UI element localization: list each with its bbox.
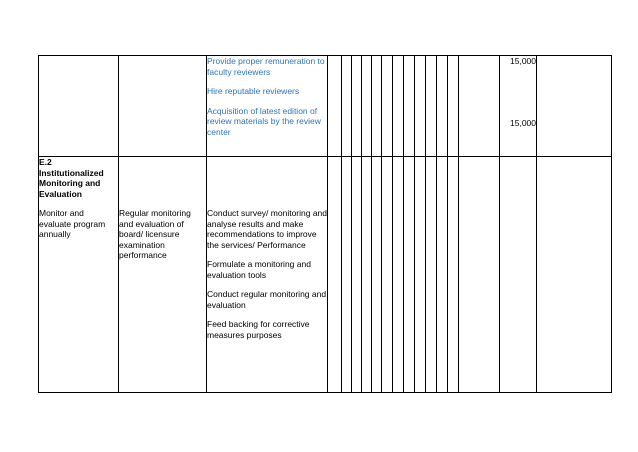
timeline-cell xyxy=(415,56,426,157)
activity-text: Conduct survey/ monitoring and analyse results and make recommendations to improve the services/ Performance xyxy=(207,208,328,250)
timeline-cell xyxy=(372,157,382,393)
timeline-cell xyxy=(328,157,342,393)
indicator-cell xyxy=(119,157,207,393)
timeline-cell xyxy=(448,56,459,157)
timeline-cell xyxy=(372,56,382,157)
activity-text: Formulate a monitoring and evaluation tools xyxy=(207,259,311,280)
table-row xyxy=(39,157,612,393)
responsible-cell xyxy=(459,157,500,393)
strategies-cell xyxy=(207,56,328,157)
responsible-cell xyxy=(459,56,500,157)
timeline-cell xyxy=(448,157,459,393)
remarks-cell xyxy=(537,56,612,157)
timeline-cell xyxy=(362,157,372,393)
budget-amount: 15,000 xyxy=(510,117,536,128)
timeline-cell xyxy=(342,157,352,393)
table-row xyxy=(39,56,612,157)
budget-cell xyxy=(500,157,537,393)
budget-cell xyxy=(500,56,537,157)
timeline-cell xyxy=(437,56,448,157)
indicator-text: Regular monitoring and evaluation of board/ licensure examination performance xyxy=(119,208,191,260)
timeline-cell xyxy=(404,56,415,157)
operational-plan-table xyxy=(38,55,612,393)
activity-text: Conduct regular monitoring and evaluation xyxy=(207,289,327,310)
timeline-cell xyxy=(382,56,393,157)
activity-text: Feed backing for corrective measures purposes xyxy=(207,319,310,340)
strategy-text: Hire reputable reviewers xyxy=(207,86,300,96)
timeline-cell xyxy=(426,56,437,157)
strategy-text: Provide proper remuneration to faculty reviewers xyxy=(207,56,325,77)
activities-cell xyxy=(207,157,328,393)
budget-amount: 15,000 xyxy=(510,56,536,66)
strategy-text: Acquisition of latest edition of review materials by the review center xyxy=(207,105,321,137)
timeline-cell xyxy=(437,157,448,393)
section-heading: Institutionalized Monitoring and Evaluation xyxy=(39,167,104,199)
objective-cell xyxy=(39,56,119,157)
timeline-cell xyxy=(352,157,362,393)
objective-cell xyxy=(39,157,119,393)
objective-text: Monitor and evaluate program annually xyxy=(39,208,106,239)
section-code: E.2 xyxy=(39,157,52,167)
timeline-cell xyxy=(352,56,362,157)
timeline-cell xyxy=(382,157,393,393)
timeline-cell xyxy=(362,56,372,157)
timeline-cell xyxy=(415,157,426,393)
timeline-cell xyxy=(393,56,404,157)
timeline-cell xyxy=(393,157,404,393)
indicator-cell xyxy=(119,56,207,157)
remarks-cell xyxy=(537,157,612,393)
timeline-cell xyxy=(328,56,342,157)
timeline-cell xyxy=(342,56,352,157)
timeline-cell xyxy=(404,157,415,393)
timeline-cell xyxy=(426,157,437,393)
